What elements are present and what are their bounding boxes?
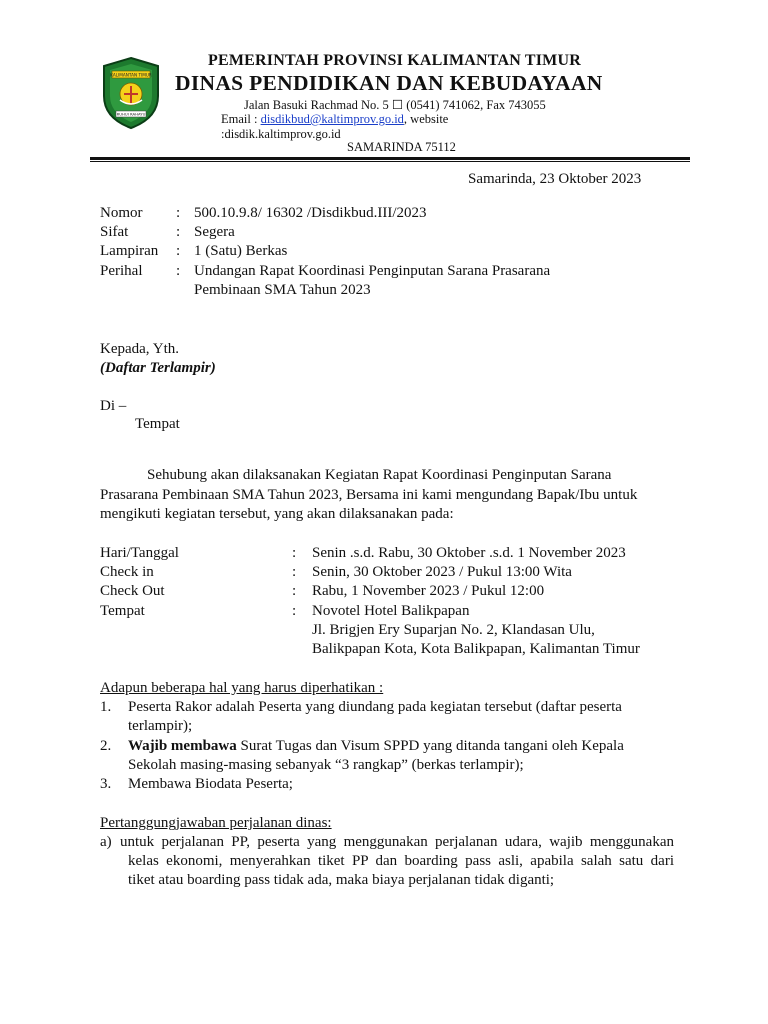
note-3-line1: Membawa Biodata Peserta; [128, 776, 293, 792]
accountability-a-line3: tiket atau boarding pass tidak ada, maka biaya perjalanan tidak diganti; [128, 872, 555, 888]
note-2-bold: Wajib membawa [128, 738, 237, 754]
schedule-checkin-colon: : [292, 564, 297, 580]
schedule-tempat-label: Tempat [100, 603, 145, 619]
notes-heading: Adapun beberapa hal yang harus diperhatikan : [100, 680, 384, 696]
perihal-value-line1: Undangan Rapat Koordinasi Penginputan Sarana Prasarana [194, 263, 551, 279]
note-1-line1: Peserta Rakor adalah Peserta yang diundang pada kegiatan tersebut (daftar peserta [128, 699, 622, 715]
schedule-checkout-label: Check Out [100, 583, 165, 599]
svg-text:KALIMANTAN TIMUR: KALIMANTAN TIMUR [110, 72, 152, 78]
note-2-line1 [128, 738, 624, 755]
nomor-colon: : [176, 205, 181, 221]
schedule-hari-colon: : [292, 545, 297, 561]
intro-line2: Prasarana Pembinaan SMA Tahun 2023, Bersama ini kami mengundang Bapak/Ibu untuk [100, 487, 638, 503]
schedule-checkout-colon: : [292, 583, 297, 599]
letterhead-divider-thick [90, 157, 690, 160]
schedule-hari-value: Senin .s.d. Rabu, 30 Oktober .s.d. 1 November 2023 [312, 545, 626, 561]
accountability-a-label: a) [100, 834, 112, 850]
lampiran-label: Lampiran [100, 243, 159, 259]
recipient-kepada: Kepada, Yth. [100, 341, 179, 357]
letterhead-address: Jalan Basuki Rachmad No. 5 ☐ (0541) 741062, Fax 743055 [244, 98, 546, 112]
lampiran-value: 1 (Satu) Berkas [194, 243, 288, 259]
sifat-colon: : [176, 224, 181, 240]
email-prefix: Email : [221, 112, 261, 126]
nomor-label: Nomor [100, 205, 143, 221]
schedule-tempat-colon: : [292, 603, 297, 619]
note-1-number: 1. [100, 699, 112, 715]
note-2-number: 2. [100, 738, 112, 754]
schedule-checkin-value: Senin, 30 Oktober 2023 / Pukul 13:00 Wita [312, 564, 572, 580]
recipient-di: Di – [100, 398, 127, 414]
schedule-tempat-line1: Novotel Hotel Balikpapan [312, 603, 470, 619]
letterhead-email-line [221, 112, 448, 127]
perihal-value-line2: Pembinaan SMA Tahun 2023 [194, 282, 371, 298]
provincial-emblem-logo [100, 56, 162, 130]
intro-line3: mengikuti kegiatan tersebut, yang akan dilaksanakan pada: [100, 506, 454, 522]
note-2-line2: Sekolah masing-masing sebanyak “3 rangkap” (berkas terlampir); [128, 757, 524, 773]
email-link[interactable]: disdikbud@kaltimprov.go.id [260, 112, 404, 126]
schedule-checkin-label: Check in [100, 564, 154, 580]
note-3-number: 3. [100, 776, 112, 792]
letterhead-government: PEMERINTAH PROVINSI KALIMANTAN TIMUR [208, 52, 581, 69]
schedule-hari-label: Hari/Tanggal [100, 545, 179, 561]
sifat-label: Sifat [100, 224, 129, 240]
schedule-checkout-value: Rabu, 1 November 2023 / Pukul 12:00 [312, 583, 545, 599]
schedule-tempat-line2: Jl. Brigjen Ery Suparjan No. 2, Klandasan Ulu, [312, 622, 595, 638]
letter-date: Samarinda, 23 Oktober 2023 [468, 171, 642, 187]
recipient-tempat: Tempat [135, 416, 180, 432]
note-1-line2: terlampir); [128, 718, 193, 734]
perihal-colon: : [176, 263, 181, 279]
intro-line1: Sehubung akan dilaksanakan Kegiatan Rapat Koordinasi Penginputan Sarana [147, 467, 612, 483]
schedule-tempat-line3: Balikpapan Kota, Kota Balikpapan, Kalimantan Timur [312, 641, 640, 657]
email-suffix: , website [403, 112, 449, 126]
recipient-daftar: (Daftar Terlampir) [100, 360, 216, 376]
lampiran-colon: : [176, 243, 181, 259]
letterhead-divider-thin [90, 161, 690, 162]
note-2-line1-rest: Surat Tugas dan Visum SPPD yang ditanda tangani oleh Kepala [236, 738, 624, 754]
letterhead-city: SAMARINDA 75112 [347, 140, 456, 154]
accountability-a-line1: untuk perjalanan PP, peserta yang menggunakan perjalanan udara, wajib menggunakan [120, 834, 674, 850]
accountability-a-line2: kelas ekonomi, menyerahkan tiket PP dan boarding pass asli, apabila salah satu dari [128, 853, 674, 869]
sifat-value: Segera [194, 224, 235, 240]
svg-text:RUHUI RAHAYU: RUHUI RAHAYU [116, 111, 146, 117]
letterhead-website: :disdik.kaltimprov.go.id [221, 127, 341, 141]
accountability-heading: Pertanggungjawaban perjalanan dinas: [100, 815, 332, 831]
nomor-value: 500.10.9.8/ 16302 /Disdikbud.III/2023 [194, 205, 427, 221]
letterhead-agency: DINAS PENDIDIKAN DAN KEBUDAYAAN [175, 71, 603, 95]
perihal-label: Perihal [100, 263, 143, 279]
